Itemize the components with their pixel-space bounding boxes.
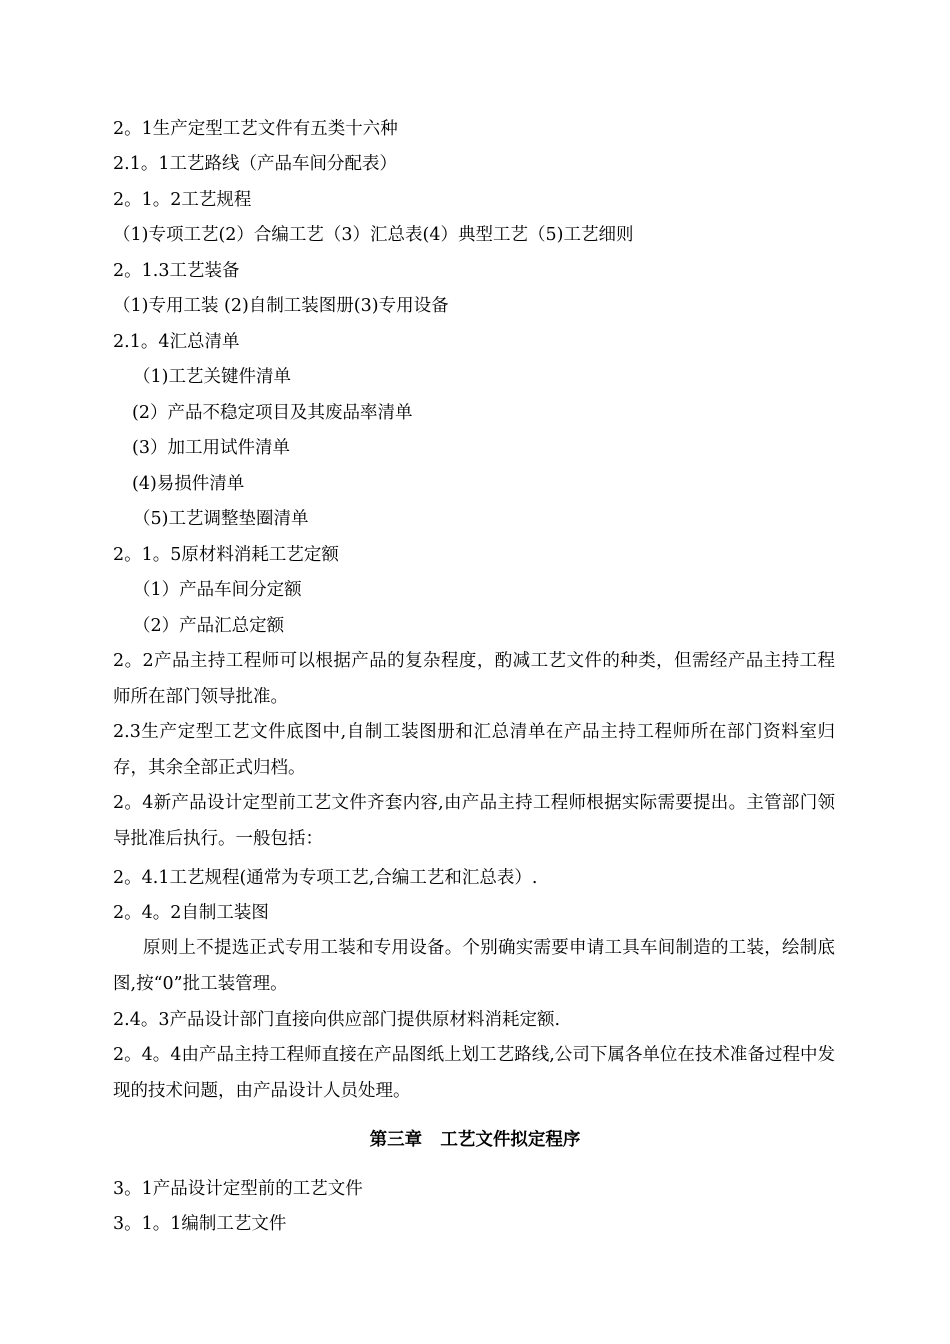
text-line: 2.1。4汇总清单 (113, 332, 240, 352)
text-line: 2。1生产定型工艺文件有五类十六种 (113, 119, 398, 139)
text-line: （1)专项工艺(2）合编工艺（3）汇总表(4）典型工艺（5)工艺细则 (113, 225, 634, 245)
text-line: (3）加工用试件清单 (132, 438, 290, 458)
paragraph: 2。4。4由产品主持工程师直接在产品图纸上划工艺路线,公司下属各单位在技术准备过程中发现的技术问题，由产品设计人员处理。 (113, 1045, 835, 1101)
text-line: 2。4.1工艺规程(通常为专项工艺,合编工艺和汇总表）. (113, 868, 538, 888)
text-line: (2）产品不稳定项目及其废品率清单 (132, 403, 413, 423)
text-line: 3。1。1编制工艺文件 (113, 1214, 287, 1234)
text-line: (4)易损件清单 (132, 474, 245, 494)
text-line: 2。1.3工艺装备 (113, 261, 240, 281)
text-line: 2.1。1工艺路线（产品车间分配表） (113, 154, 397, 174)
paragraph: 2.3生产定型工艺文件底图中,自制工装图册和汇总清单在产品主持工程师所在部门资料室归存，其余全部正式归档。 (113, 722, 835, 778)
paragraph: 2。4新产品设计定型前工艺文件齐套内容,由产品主持工程师根据实际需要提出。主管部门领导批准后执行。一般包括： (113, 793, 835, 849)
paragraph: 原则上不提选正式专用工装和专用设备。个别确实需要申请工具车间制造的工装，绘制底图,按“0”批工装管理。 (113, 938, 835, 994)
text-line: （1）产品车间分定额 (133, 580, 302, 600)
text-line: 2。4。2自制工装图 (113, 903, 269, 923)
text-line: （1)专用工装 (2)自制工装图册(3)专用设备 (113, 296, 449, 316)
text-line: 3。1产品设计定型前的工艺文件 (113, 1179, 363, 1199)
text-line: （1)工艺关键件清单 (133, 367, 291, 387)
chapter-title: 第三章 工艺文件拟定程序 (369, 1130, 581, 1150)
paragraph: 2。2产品主持工程师可以根据产品的复杂程度，酌减工艺文件的种类，但需经产品主持工程师所在部门领导批准。 (113, 651, 835, 707)
text-line: 2.4。3产品设计部门直接向供应部门提供原材料消耗定额. (113, 1010, 561, 1030)
text-line: （2）产品汇总定额 (133, 616, 285, 636)
text-line: 2。1。2工艺规程 (113, 190, 252, 210)
text-line: （5)工艺调整垫圈清单 (133, 509, 309, 529)
text-line: 2。1。5原材料消耗工艺定额 (113, 545, 339, 565)
